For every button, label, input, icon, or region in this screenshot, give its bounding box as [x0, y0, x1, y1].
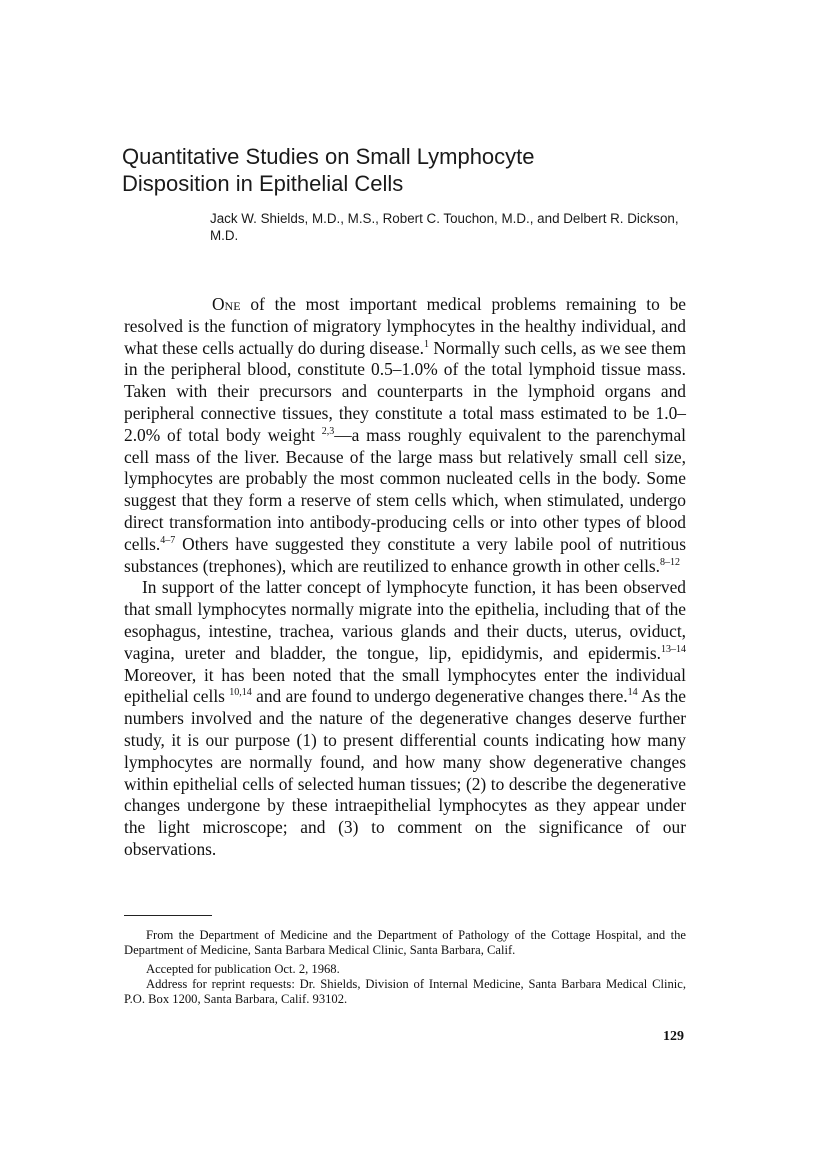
title-line-2: Disposition in Epithelial Cells — [122, 171, 404, 196]
paragraph-text: of the most important medical problems remaining to be resolved is the function of migratory lymphocytes in the healthy individual, and what these cells actually do during disease. — [124, 294, 686, 358]
paragraph-text: As the numbers involved and the nature of the degenerative changes deserve further study, it is our purpose (1) to present differential counts indicating how many lymphocytes are normally found, and how many show degenerative changes within epithelial cells of selected human tissues; (2) to describe the degenerative changes undergone by these intraepithelial lymphocytes as they appear under the light microscope; and (3) to comment on the significance of our observations. — [124, 686, 686, 859]
article-title — [122, 143, 722, 197]
footnote-accepted: Accepted for publication Oct. 2, 1968. — [146, 962, 340, 976]
citation-ref: 4–7 — [160, 534, 176, 546]
article-body — [124, 294, 686, 861]
drop-lead-word: One — [212, 294, 241, 314]
citation-ref: 10,14 — [229, 687, 252, 699]
paragraph-text: —a mass roughly equivalent to the parenchymal cell mass of the liver. Because of the large mass but relatively small cell size, lymphocytes are probably the most common nucleated cells in the body. Some suggest that they form a reserve of stem cells which, when stimulated, undergo direct transformation into antibody-producing cells or into other types of blood cells. — [124, 424, 686, 554]
footnote-affiliation: From the Department of Medicine and the Department of Pathology of the Cottage Hospital, and the Department of Medicine, Santa Barbara Medical Clinic, Santa Barbara, Calif. — [124, 928, 686, 957]
paragraph-text: In support of the latter concept of lymphocyte function, it has been observed that small lymphocytes normally migrate into the epithelia, including that of the esophagus, intestine, trachea, various glands and their ducts, uterus, oviduct, vagina, ureter and bladder, the tongue, lip, epididymis, and epidermis. — [124, 577, 686, 663]
citation-ref: 2,3 — [321, 425, 335, 437]
citation-ref: 13–14 — [661, 643, 686, 655]
author-list: Jack W. Shields, M.D., M.S., Robert C. Touchon, M.D., and Delbert R. Dickson, M.D. — [210, 211, 679, 243]
paragraph-purpose — [124, 577, 686, 860]
paragraph-text: Others have suggested they constitute a very labile pool of nutritious substances (trephones), which are reutilized to enhance growth in other cells. — [124, 533, 686, 576]
paragraph-intro — [124, 294, 686, 577]
citation-ref: 1 — [423, 338, 429, 350]
citation-ref: 14 — [627, 687, 638, 699]
paragraph-text: Moreover, it has been noted that the small lymphocytes enter the individual epithelial cells — [124, 664, 686, 707]
footnotes — [124, 928, 686, 1007]
page-number: 129 — [663, 1029, 684, 1044]
footnote-address: Address for reprint requests: Dr. Shields, Division of Internal Medicine, Santa Barbara Medical Clinic, P.O. Box 1200, Santa Barbara, Calif. 93102. — [124, 977, 686, 1006]
paragraph-text: Normally such cells, as we see them in the peripheral blood, constitute 0.5–1.0% of the total lymphoid tissue mass. Taken with their precursors and counterparts in the lymphoid organs and peripheral connective tissues, they constitute a total mass estimated to be 1.0–2.0% of total body weight — [124, 337, 686, 445]
paragraph-text: and are found to undergo degenerative changes there. — [251, 686, 628, 707]
citation-ref: 8–12 — [660, 556, 681, 568]
footnote-divider — [124, 915, 212, 916]
title-line-1: Quantitative Studies on Small Lymphocyte — [122, 144, 535, 169]
